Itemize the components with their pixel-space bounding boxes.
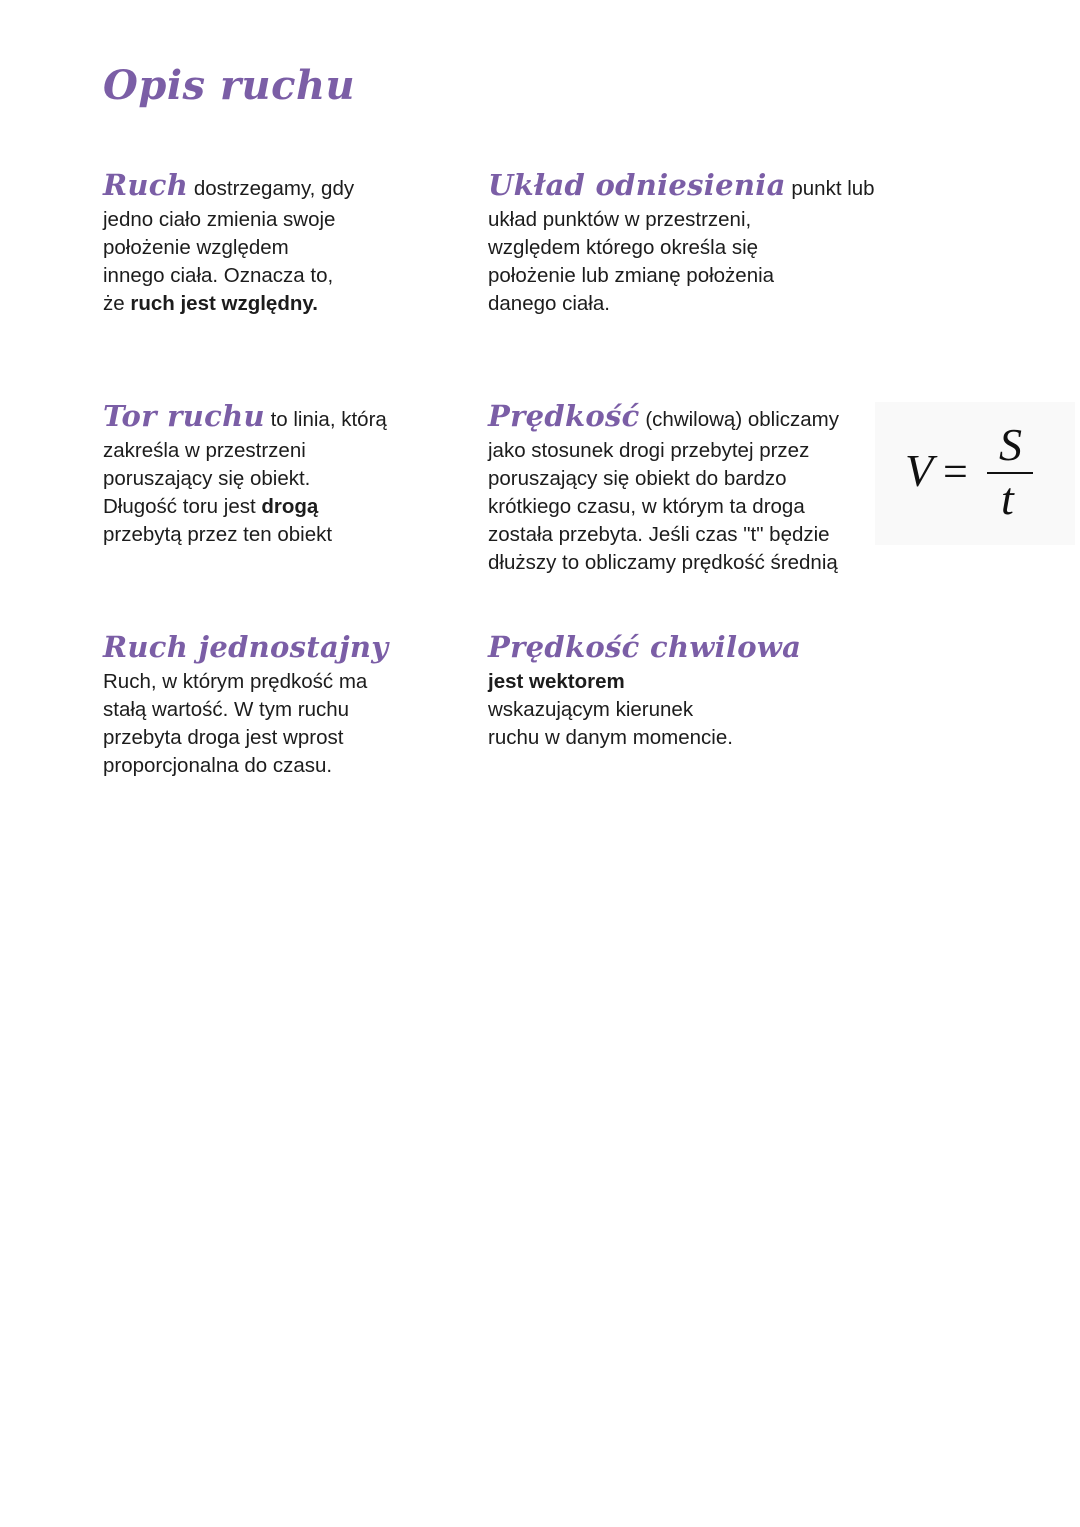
term-predkosc-chwilowa: Prędkość chwilowa xyxy=(488,630,802,664)
text-line: proporcjonalna do czasu. xyxy=(103,754,333,777)
text-line: ruchu w danym momencie. xyxy=(488,726,733,749)
section-predkosc-chwilowa xyxy=(488,630,801,752)
text-fragment: Długość toru jest xyxy=(103,495,262,518)
text-line: położenie lub zmianę położenia xyxy=(488,264,775,287)
text-line: jedno ciało zmienia swoje xyxy=(103,208,336,231)
text-line: zakreśla w przestrzeni xyxy=(103,439,306,462)
formula-numerator: S xyxy=(999,419,1022,470)
text-line: poruszający się obiekt do bardzo xyxy=(488,467,787,490)
velocity-formula xyxy=(875,402,1075,545)
text-line: wskazującym kierunek xyxy=(488,698,694,721)
section-uklad-odniesienia xyxy=(488,168,875,318)
bold-emphasis: ruch jest względny. xyxy=(130,292,318,315)
bold-emphasis: drogą xyxy=(261,495,319,518)
text-line: układ punktów w przestrzeni, xyxy=(488,208,752,231)
formula-denominator: t xyxy=(1001,473,1014,524)
term-predkosc: Prędkość xyxy=(488,399,640,433)
text-line: krótkiego czasu, w którym ta droga xyxy=(488,495,805,518)
text-line: danego ciała. xyxy=(488,292,610,315)
text-line: Ruch, w którym prędkość ma xyxy=(103,670,368,693)
term-suffix: dostrzegamy, gdy xyxy=(188,177,355,200)
bold-emphasis: jest wektorem xyxy=(488,670,625,693)
text-line: położenie względem xyxy=(103,236,289,259)
text-line: poruszający się obiekt. xyxy=(103,467,311,490)
section-ruch-jednostajny xyxy=(103,630,388,780)
term-suffix: punkt lub xyxy=(785,177,875,200)
text-line: stałą wartość. W tym ruchu xyxy=(103,698,350,721)
formula-equals: = xyxy=(943,447,968,496)
text-line: jako stosunek drogi przebytej przez xyxy=(488,439,810,462)
text-fragment: że xyxy=(103,292,131,315)
term-ruch-jednostajny: Ruch jednostajny xyxy=(103,630,389,664)
term-suffix: (chwilową) obliczamy xyxy=(639,408,839,431)
text-line: dłuższy to obliczamy prędkość średnią xyxy=(488,551,838,574)
text-line: została przebyta. Jeśli czas "t" będzie xyxy=(488,523,830,546)
text-line: przebytą przez ten obiekt xyxy=(103,523,333,546)
section-ruch xyxy=(103,168,354,318)
formula-svg xyxy=(875,402,1075,545)
page-title: Opis ruchu xyxy=(103,62,356,109)
formula-lhs: V xyxy=(905,445,934,496)
term-suffix: to linia, którą xyxy=(264,408,387,431)
section-predkosc xyxy=(488,399,839,577)
text-line: innego ciała. Oznacza to, xyxy=(103,264,334,287)
text-line: względem którego określa się xyxy=(488,236,759,259)
term-uklad-odniesienia: Układ odniesienia xyxy=(488,168,786,202)
term-ruch: Ruch xyxy=(103,168,189,202)
term-tor-ruchu: Tor ruchu xyxy=(103,399,265,433)
text-line: przebyta droga jest wprost xyxy=(103,726,344,749)
section-tor-ruchu xyxy=(103,399,387,549)
